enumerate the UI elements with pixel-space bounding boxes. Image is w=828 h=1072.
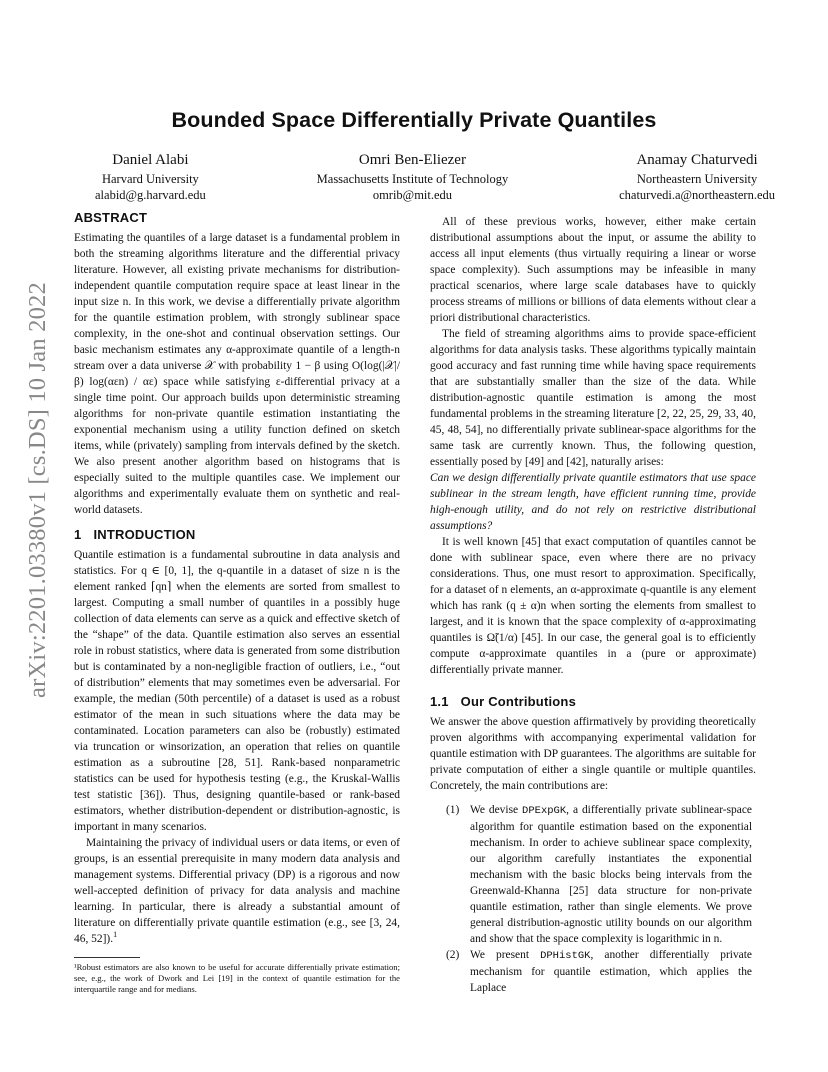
list-text: , another differentially private mechanism for quantile estimation, which applies the Laplace xyxy=(470,949,753,994)
section-number: 1.1 xyxy=(430,694,449,709)
left-column xyxy=(74,210,400,995)
list-index: (2) xyxy=(446,949,460,961)
paper-title: Bounded Space Differentially Private Quantiles xyxy=(171,108,657,132)
list-item xyxy=(430,947,756,996)
author-name: Omri Ben-Eliezer xyxy=(358,152,466,168)
paragraph-text: Maintaining the privacy of individual users or data items, or even of groups, is an essential prerequisite in many modern data analysis and management systems. Differential privacy (DP) is a rigorous and now well-accepted definition of privacy for data analysis and machine learning. In particular, there is already a substantial amount of literature on differentially private quantile estimation (e.g., see [3, 24, 46, 52]). xyxy=(74,837,400,945)
author-email: omrib@mit.edu xyxy=(372,188,453,202)
list-text: , a differentially private sublinear-space algorithm for quantile estimation based on the exponential mechanism. In order to achieve sublinear space complexity, our algorithm carefully instantiates the exponential mechanism with the basic blocks being intervals from the Greenwald-Khanna [25] data structure for non-private quantile estimation, rather than single elements. We prove general distribution-agnostic utility bounds on our algorithm and show that the space complexity is logarithmic in n. xyxy=(470,804,752,945)
footnote: ¹Robust estimators are also known to be useful for accurate differentially private estimation; see, e.g., the work of Dwork and Lei [19] in the context of quantile estimation for the interquartile range and for medians. xyxy=(74,962,400,994)
algorithm-name: DPExpGK xyxy=(522,805,567,817)
list-index: (1) xyxy=(446,804,460,816)
arxiv-id: arXiv:2201.03380v1 [cs.DS] 10 Jan 2022 xyxy=(24,282,51,698)
algorithm-name: DPHistGK xyxy=(540,950,591,962)
footnote-rule xyxy=(74,957,140,958)
abstract-heading: ABSTRACT xyxy=(74,210,148,225)
section-title: Our Contributions xyxy=(460,694,577,709)
author-name: Daniel Alabi xyxy=(112,152,189,168)
contributions-list xyxy=(430,802,756,996)
abstract-text: Estimating the quantiles of a large dataset is a fundamental problem in both the streaming algorithms literature and the differential privacy literature. However, all existing private mechanisms for distribution-independent quantile computation require space at least linear in the input size n. In this work, we devise a differentially private algorithm for the quantile estimation problem, with strongly sublinear space complexity, in the one-shot and continual observation settings. Our basic mechanism estimates any α-approximate quantile of a length-n stream over a data universe 𝒳 with probability 1 − β using O(log(|𝒳|/β) log(αεn) / αε) space while satisfying ε-differential privacy at a single time point. Our approach builds upon deterministic streaming algorithms for non-private quantile estimation instantiating the exponential mechanism using a utility function defined on sketch items, while (privately) sampling from intervals defined by the sketch. We also present another algorithm based on histograms that is especially suited to the multiple quantiles case. We implement our algorithms and experimentally evaluate them on synthetic and real-world datasets. xyxy=(74,232,400,516)
list-item xyxy=(430,802,756,947)
author-affiliation: Massachusetts Institute of Technology xyxy=(316,172,509,186)
author-name: Anamay Chaturvedi xyxy=(636,152,758,168)
right-column xyxy=(430,214,756,996)
section-title: INTRODUCTION xyxy=(93,527,196,542)
list-text-pre: We present xyxy=(470,949,541,961)
author-3 xyxy=(619,150,775,203)
research-question: Can we design differentially private quantile estimators that use space sublinear in the stream length, have efficient running time, provide high-enough utility, and do not rely on restrictive distributional assumptions? xyxy=(430,472,756,532)
section-number: 1 xyxy=(74,527,82,542)
author-2 xyxy=(317,150,509,203)
footnote-mark: 1 xyxy=(113,930,118,940)
arxiv-sidebar-stamp xyxy=(18,282,58,698)
author-block xyxy=(95,150,775,203)
intro-heading xyxy=(74,527,400,543)
author-email: alabid@g.harvard.edu xyxy=(95,188,206,202)
list-text-pre: We devise xyxy=(470,804,523,816)
intro-paragraph-4: The field of streaming algorithms aims to provide space-efficient algorithms for data analysis tasks. These algorithms typically maintain good accuracy and fast running time while having space requirements that are substantially smaller than the size of the data. While distribution-agnostic quantile estimation is among the most fundamental problems in the streaming literature [2, 22, 25, 29, 33, 40, 45, 48, 54], no differentially private sublinear-space algorithms for the same task are currently known. Thus, the following question, essentially posed by [49] and [42], naturally arises: xyxy=(430,328,756,468)
intro-paragraph-5: It is well known [45] that exact computation of quantiles cannot be done with sublinear space, even where there are no privacy considerations. Thus, one must resort to approximation. Specifically, for a dataset of n elements, an α-approximate q-quantile is any element which has rank (q ± α)n when sorting the elements from smallest to largest, and it is known that the space complexity of α-approximating quantiles is Ω̃(1/α) [45]. In our case, the general goal is to efficiently compute α-approximate quantiles in a (pure or approximate) differentially private manner. xyxy=(430,536,756,676)
contributions-heading xyxy=(430,694,756,710)
author-affiliation: Harvard University xyxy=(101,172,199,186)
intro-paragraph-1: Quantile estimation is a fundamental subroutine in data analysis and statistics. For q ∈ [0, 1], the q-quantile in a dataset of size n is the element ranked ⌈qn⌉ when the elements are sorted from smallest to largest. Computing a small number of quantiles in a possibly huge collection of data elements can serve as a quick and effective sketch of the “shape” of the data. Quantile estimation also serves an essential role in robust statistics, where data is generated from some distribution but is contaminated by a non-negligible fraction of outliers, i.e., “out of distribution” elements that may sometimes even be adversarial. For example, the median (50th percentile) of a dataset is used as a robust estimator of the mean in such situations where the data may be contaminated. Location parameters can also be (robustly) estimated via truncation or winsorization, an operation that relies on quantile estimation as a subroutine [28, 51]. Rank-based nonparametric statistics can be used for hypothesis testing (e.g., the Kruskal-Wallis test statistic [36]). Thus, designing quantile-based or rank-based estimators, whether distribution-dependent or distribution-agnostic, is important in many scenarios. xyxy=(74,549,400,833)
author-email: chaturvedi.a@northeastern.edu xyxy=(619,188,775,202)
intro-paragraph-3: All of these previous works, however, either make certain distributional assumptions about the input, or assume the ability to access all input elements (thus virtually requiring a linear or worse space complexity). Such assumptions may be infeasible in many practical scenarios, where large scale databases have to quickly process streams of millions or billions of data elements without clear a priori distributional characteristics. xyxy=(430,216,756,324)
intro-paragraph-2 xyxy=(74,835,400,947)
contributions-paragraph: We answer the above question affirmatively by providing theoretically proven algorithms with accompanying experimental validation for quantile estimation with DP guarantees. The algorithms are suitable for private computation of either a single quantile or multiple quantiles. Concretely, the main contributions are: xyxy=(430,716,756,792)
author-1 xyxy=(95,150,206,203)
author-affiliation: Northeastern University xyxy=(636,172,758,186)
